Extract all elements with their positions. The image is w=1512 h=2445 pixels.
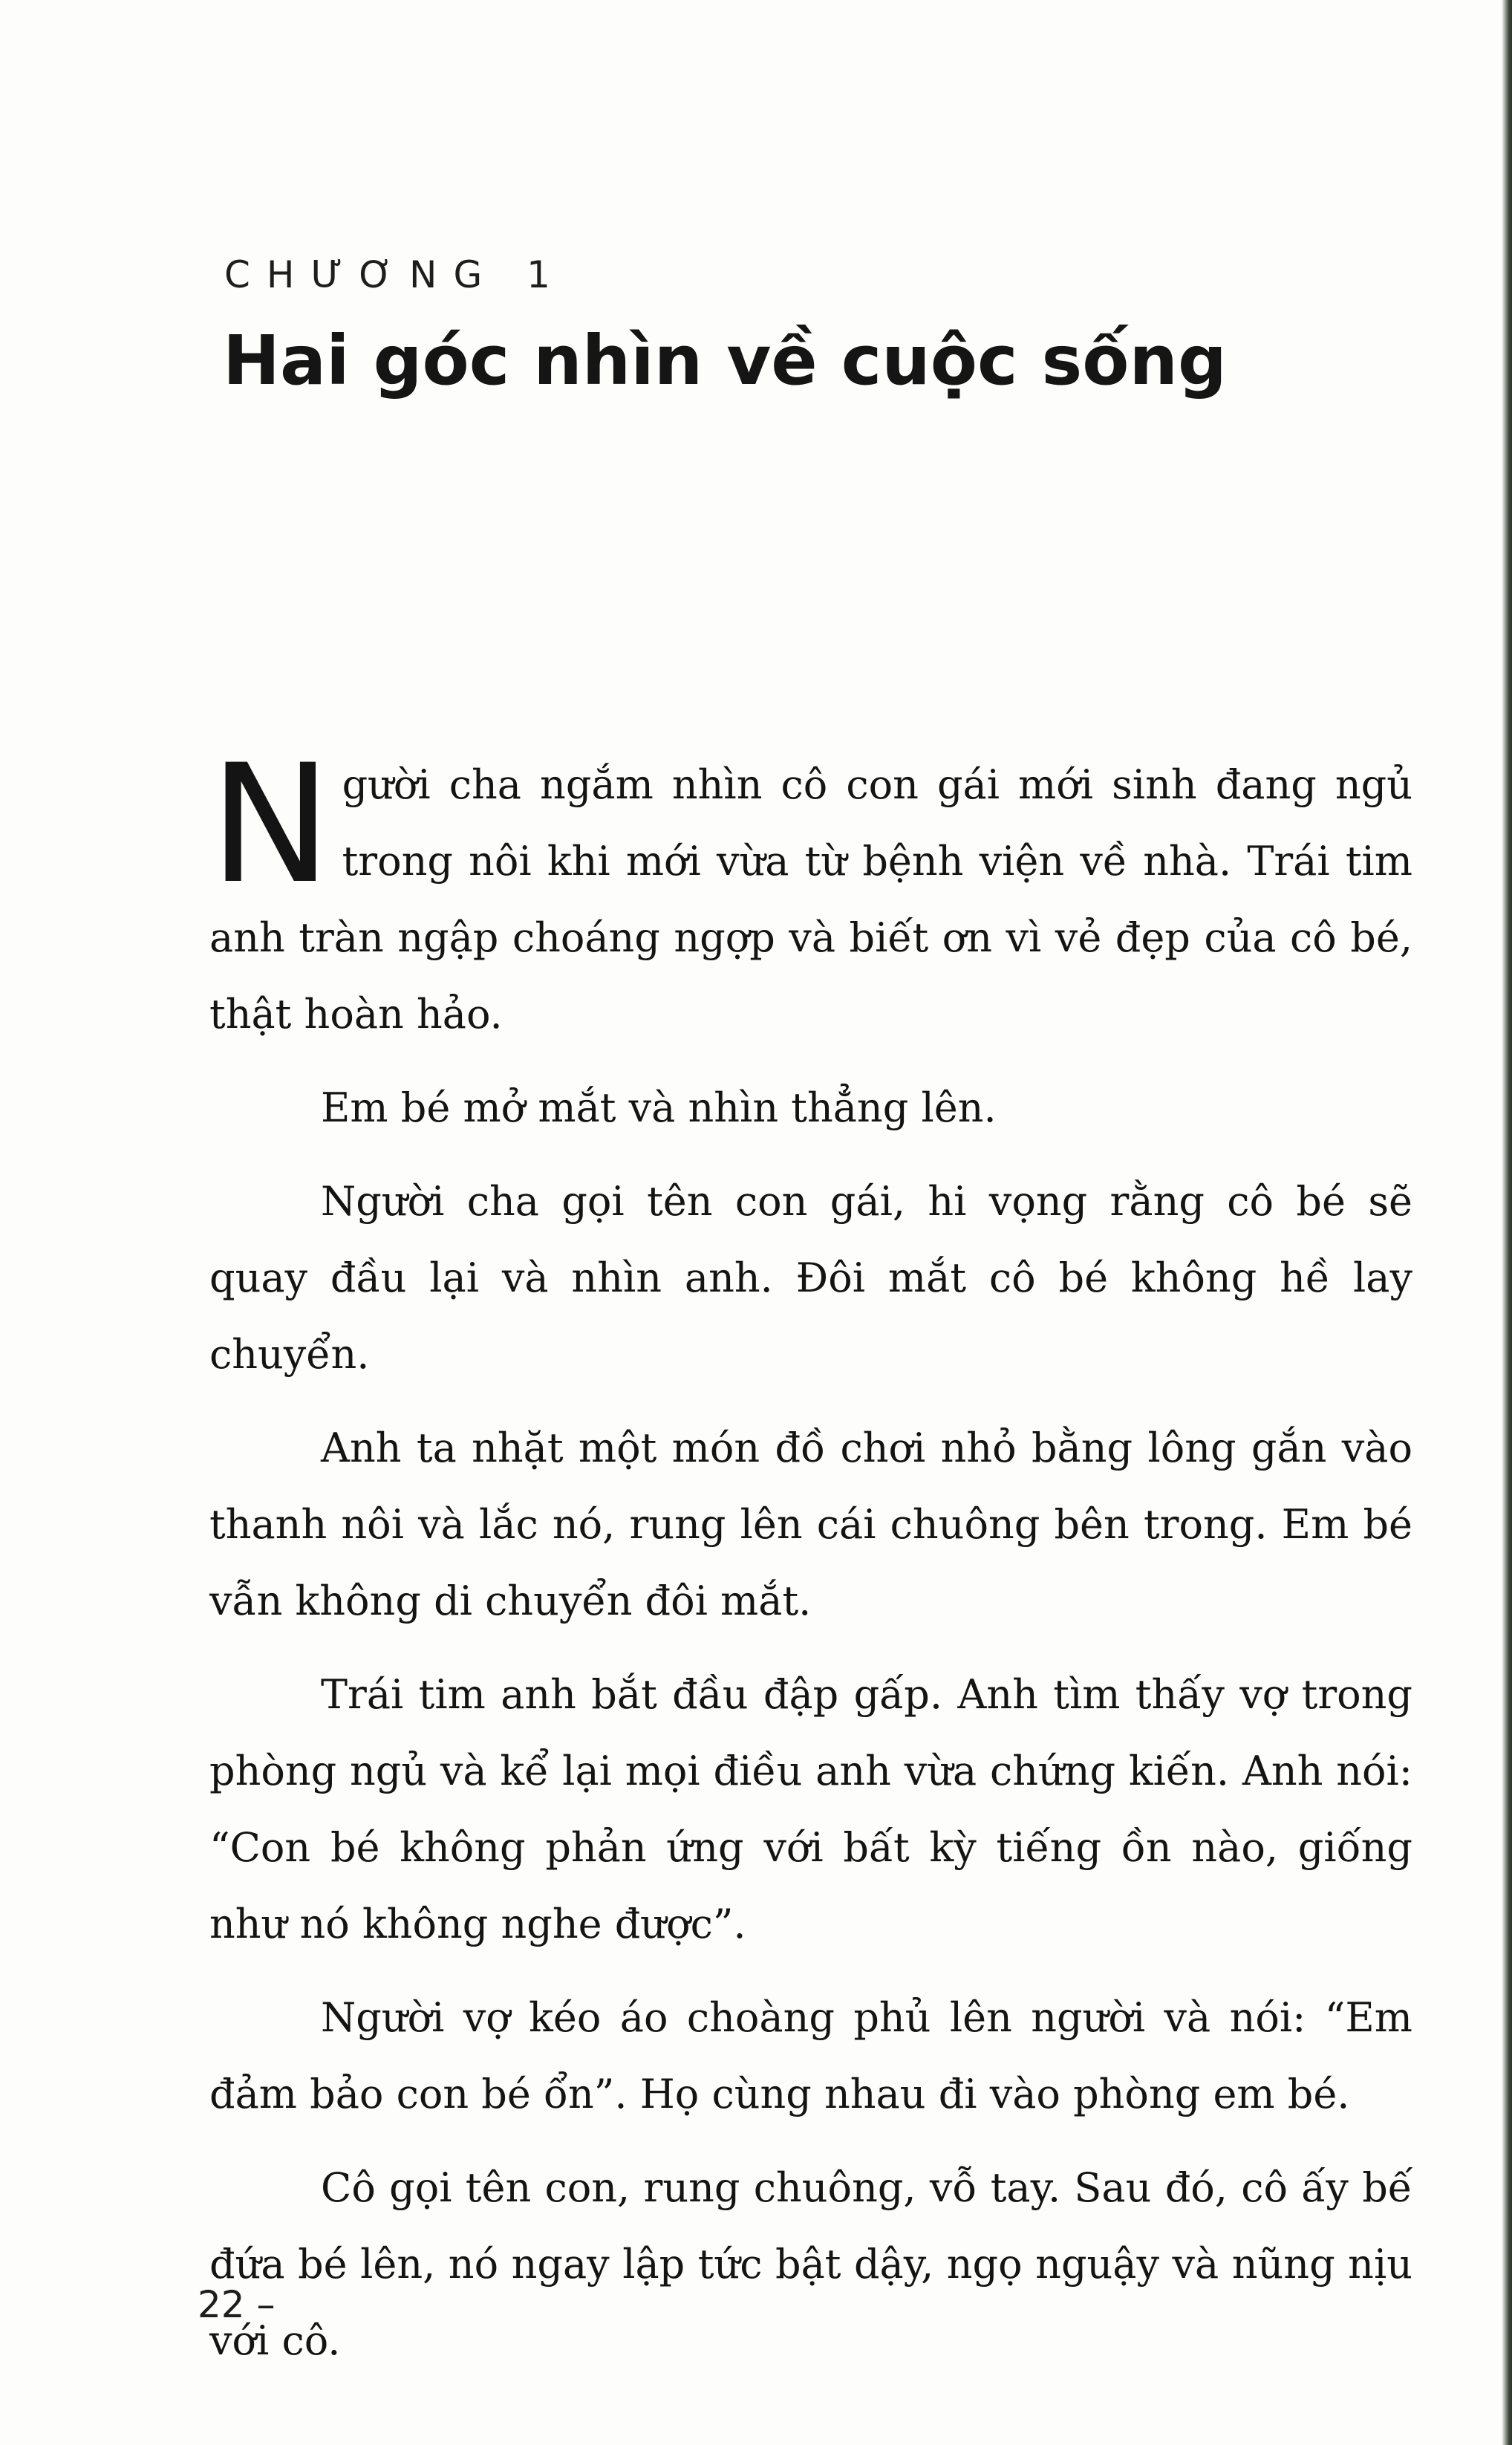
paragraph-6: Người vợ kéo áo choàng phủ lên người và nói: “Em đảm bảo con bé ổn”. Họ cùng nhau đi vào phòng em bé. xyxy=(209,1994,1412,2117)
paragraph-1-text: gười cha ngắm nhìn cô con gái mới sinh đang ngủ trong nôi khi mới vừa từ bệnh viện về nhà. Trái tim anh tràn ngập choáng ngợp và biết ơn vì vẻ đẹp của cô bé, thật hoàn hảo. xyxy=(209,761,1412,1038)
chapter-body xyxy=(209,729,1412,2396)
paragraph-5: Trái tim anh bắt đầu đập gấp. Anh tìm thấy vợ trong phòng ngủ và kể lại mọi điều anh vừa chứng kiến. Anh nói: “Con bé không phản ứng với bất kỳ tiếng ồn nào, giống như nó không nghe được”. xyxy=(209,1671,1412,1947)
drop-cap: N xyxy=(209,729,332,919)
paragraph-1 xyxy=(209,729,1412,1052)
paragraph-4: Anh ta nhặt một món đồ chơi nhỏ bằng lông gắn vào thanh nôi và lắc nó, rung lên cái chuông bên trong. Em bé vẫn không di chuyển đôi mắt. xyxy=(209,1425,1412,1624)
page-number: 22 – xyxy=(198,2283,276,2326)
paragraph-7: Cô gọi tên con, rung chuông, vỗ tay. Sau đó, cô ấy bế đứa bé lên, nó ngay lập tức bật dậy, ngọ nguậy và nũng nịu với cô. xyxy=(209,2164,1412,2364)
paragraph-3: Người cha gọi tên con gái, hi vọng rằng cô bé sẽ quay đầu lại và nhìn anh. Đôi mắt cô bé không hề lay chuyển. xyxy=(209,1178,1412,1378)
chapter-title: Hai góc nhìn về cuộc sống xyxy=(223,321,1227,400)
page-edge-shadow xyxy=(1502,0,1512,2445)
paragraph-2: Em bé mở mắt và nhìn thẳng lên. xyxy=(321,1084,997,1131)
chapter-label: CHƯƠNG 1 xyxy=(224,253,567,296)
